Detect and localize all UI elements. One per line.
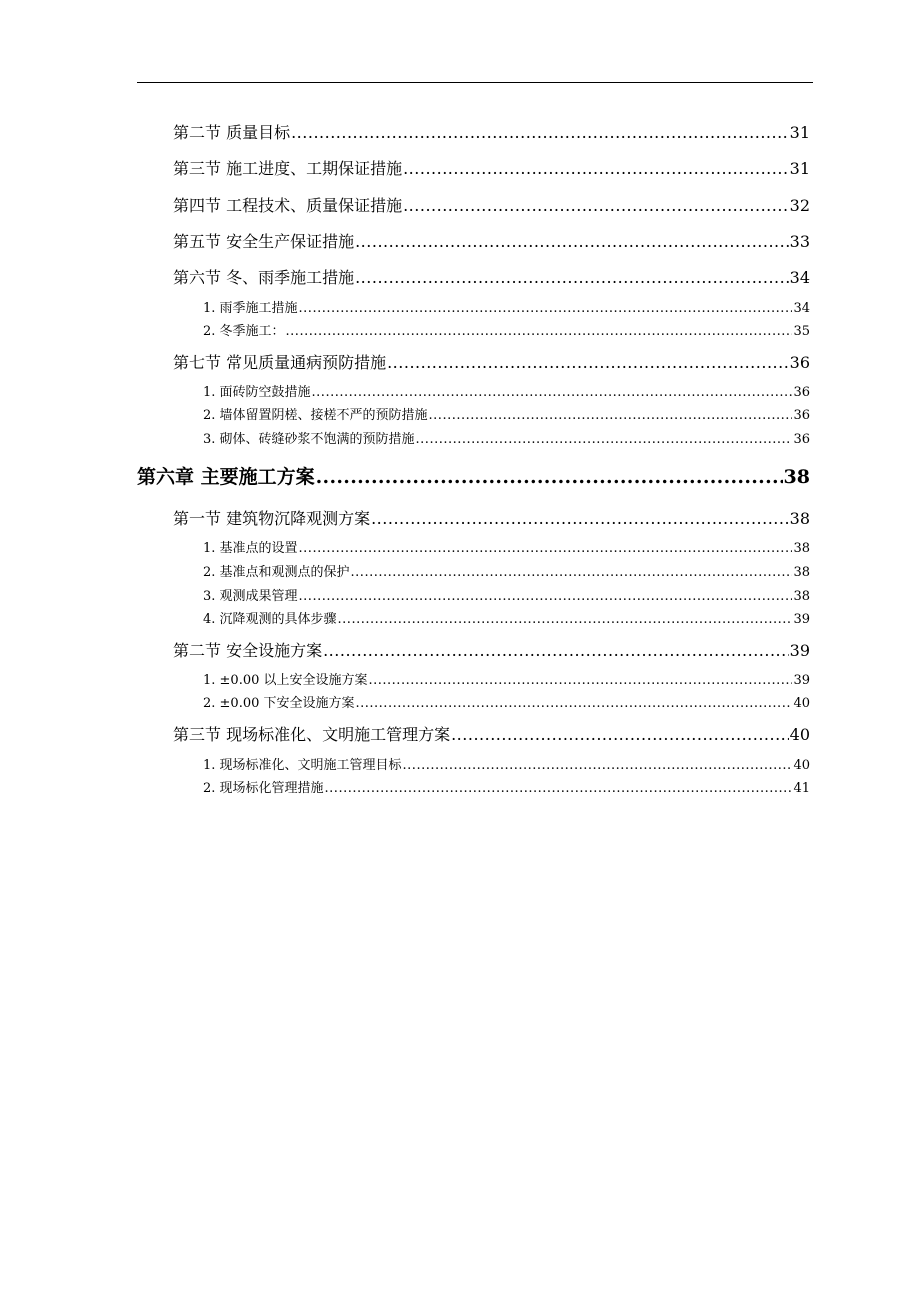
dot-leader — [316, 466, 783, 488]
toc-entry[interactable] — [203, 608, 810, 625]
toc-entry[interactable] — [203, 669, 810, 686]
dot-leader — [369, 673, 793, 688]
toc-entry-label: 4. 沉降观测的具体步骤 — [203, 612, 337, 627]
toc-entry-page: 31 — [789, 159, 810, 178]
toc-entry-label: 第二节 安全设施方案 — [173, 641, 323, 660]
toc-entry-page: 34 — [793, 301, 810, 316]
toc-chapter-entry[interactable] — [137, 462, 810, 486]
toc-entry-label: 第一节 建筑物沉降观测方案 — [173, 509, 371, 528]
toc-entry[interactable] — [203, 428, 810, 445]
toc-entry[interactable] — [203, 585, 810, 602]
toc-entry-label: 2. 基准点和观测点的保护 — [203, 565, 350, 580]
dot-leader — [338, 612, 793, 627]
toc-entry-page: 38 — [793, 565, 810, 580]
toc-entry-page: 35 — [793, 324, 810, 339]
toc-entry-label: 2. 冬季施工： — [203, 324, 285, 339]
toc-entry-label: 2. 现场标化管理措施 — [203, 781, 324, 796]
dot-leader — [299, 541, 793, 556]
toc-entry-page: 39 — [789, 641, 810, 660]
dot-leader — [299, 301, 793, 316]
toc-entry-label: 第三节 现场标准化、文明施工管理方案 — [173, 725, 451, 744]
toc-entry-label: 第四节 工程技术、质量保证措施 — [173, 196, 403, 215]
toc-entry-page: 31 — [789, 123, 810, 142]
toc-entry[interactable] — [173, 156, 810, 176]
toc-entry-page: 41 — [793, 781, 810, 796]
toc-entry-page: 32 — [789, 196, 810, 215]
toc-entry-label: 3. 观测成果管理 — [203, 589, 298, 604]
dot-leader — [312, 385, 793, 400]
dot-leader — [451, 725, 789, 744]
toc-entry[interactable] — [203, 561, 810, 578]
toc-entry-label: 1. ±0.00 以上安全设施方案 — [203, 673, 368, 688]
toc-entry[interactable] — [173, 350, 810, 370]
toc-entry-label: 1. 基准点的设置 — [203, 541, 298, 556]
dot-leader — [355, 268, 789, 287]
toc-entry-label: 第三节 施工进度、工期保证措施 — [173, 159, 403, 178]
toc-entry[interactable] — [173, 722, 810, 742]
dot-leader — [371, 509, 789, 528]
toc-entry[interactable] — [173, 229, 810, 249]
toc-entry[interactable] — [173, 193, 810, 213]
toc-entry-page: 34 — [789, 268, 810, 287]
dot-leader — [416, 432, 793, 447]
toc-entry-label: 第五节 安全生产保证措施 — [173, 232, 355, 251]
toc-entry[interactable] — [203, 320, 810, 337]
toc-entry[interactable] — [173, 120, 810, 140]
toc-entry-page: 40 — [793, 696, 810, 711]
toc-entry-page: 36 — [793, 408, 810, 423]
toc-entry[interactable] — [203, 297, 810, 314]
toc-entry-page: 36 — [793, 385, 810, 400]
toc-entry-page: 38 — [783, 466, 810, 488]
dot-leader — [403, 159, 789, 178]
dot-leader — [291, 123, 789, 142]
dot-leader — [325, 781, 793, 796]
toc-entry[interactable] — [173, 638, 810, 658]
toc-entry-page: 40 — [789, 725, 810, 744]
toc-entry[interactable] — [203, 754, 810, 771]
dot-leader — [299, 589, 793, 604]
toc-entry[interactable] — [203, 692, 810, 709]
dot-leader — [356, 696, 793, 711]
dot-leader — [403, 758, 793, 773]
toc-entry-label: 第七节 常见质量通病预防措施 — [173, 353, 387, 372]
toc-entry-label: 2. ±0.00 下安全设施方案 — [203, 696, 355, 711]
dot-leader — [323, 641, 789, 660]
toc-entry-label: 1. 现场标准化、文明施工管理目标 — [203, 758, 402, 773]
toc-entry-page: 40 — [793, 758, 810, 773]
toc-entry-page: 33 — [789, 232, 810, 251]
toc-entry-label: 3. 砌体、砖缝砂浆不饱满的预防措施 — [203, 432, 415, 447]
toc-entry[interactable] — [173, 506, 810, 526]
toc-entry-page: 36 — [793, 432, 810, 447]
toc-entry-label: 第六章 主要施工方案 — [137, 466, 315, 488]
toc-entry-page: 39 — [793, 673, 810, 688]
toc-entry-label: 第二节 质量目标 — [173, 123, 291, 142]
toc-entry[interactable] — [203, 537, 810, 554]
dot-leader — [286, 324, 793, 339]
dot-leader — [351, 565, 793, 580]
toc-entry-page: 38 — [789, 509, 810, 528]
toc-entry[interactable] — [203, 381, 810, 398]
dot-leader — [387, 353, 789, 372]
toc-entry[interactable] — [203, 404, 810, 421]
dot-leader — [355, 232, 789, 251]
toc-entry-page: 38 — [793, 541, 810, 556]
toc-entry-page: 39 — [793, 612, 810, 627]
toc-entry-label: 1. 面砖防空鼓措施 — [203, 385, 311, 400]
toc-entry-label: 第六节 冬、雨季施工措施 — [173, 268, 355, 287]
toc-entry-label: 2. 墙体留置阴槎、接槎不严的预防措施 — [203, 408, 428, 423]
toc-entry[interactable] — [173, 265, 810, 285]
toc-entry-page: 36 — [789, 353, 810, 372]
dot-leader — [403, 196, 789, 215]
toc-entry-label: 1. 雨季施工措施 — [203, 301, 298, 316]
toc-entry-page: 38 — [793, 589, 810, 604]
toc-entry[interactable] — [203, 777, 810, 794]
dot-leader — [429, 408, 793, 423]
